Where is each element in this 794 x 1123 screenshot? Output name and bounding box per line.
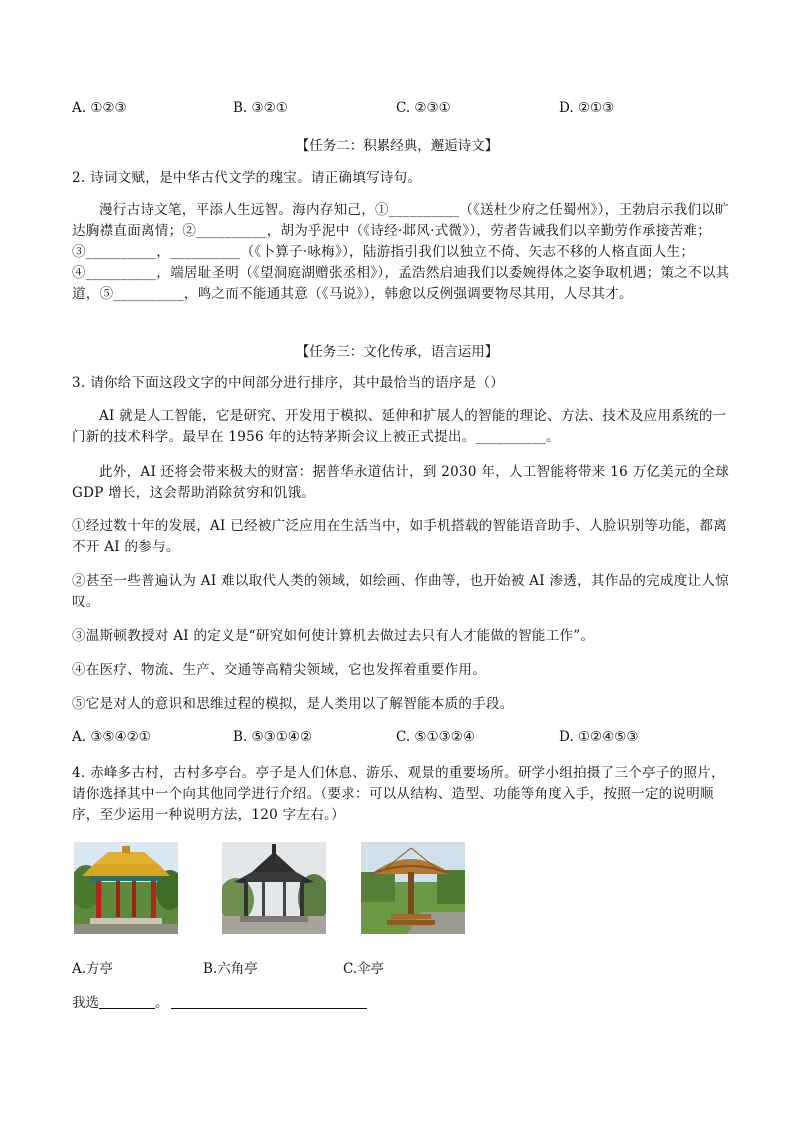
q3-sentence-4: ④在医疗、物流、生产、交通等高精尖领域，它也发挥着重要作用。 [72,662,486,678]
pavilion-choice-blank[interactable] [99,994,155,1009]
task3-heading: 【任务三：文化传承，语言运用】 [295,344,499,360]
q1-option-a[interactable]: A. ①②③ [72,100,127,116]
q3-sentence-3: ③温斯顿教授对 AI 的定义是“研究如何使计算机去做过去只有人才能做的智能工作”。 [72,628,595,644]
q1-option-c[interactable]: C. ②③① [396,100,451,116]
q3-option-d[interactable]: D. ①②④⑤③ [559,729,639,745]
q3-sentence-5: ⑤它是对人的意识和思维过程的模拟，是人类用以了解智能本质的手段。 [72,696,514,712]
umbrella-pavilion-photo [361,842,465,934]
option-b-hexagonal-pavilion-label: B.六角亭 [203,961,258,977]
q4-answer-line [72,991,367,1011]
q3-paragraph-2: 此外，AI 还将会带来极大的财富：据普华永道估计，到 2030 年，人工智能将带来 16 万亿美元的全球 GDP 增长，这会帮助消除贫穷和饥饿。 [72,464,730,501]
task2-heading: 【任务二：积累经典，邂逅诗文】 [295,138,499,154]
q3-sentence-1: ①经过数十年的发展，AI 已经被广泛应用在生活当中，如手机搭载的智能语音助手、人脸识别等功能，都离不开 AI 的参与。 [72,518,728,555]
square-pavilion-photo [74,842,178,934]
introduction-answer-blank[interactable] [171,994,367,1009]
q3-paragraph-1: AI 就是人工智能，它是研究、开发用于模拟、延伸和扩展人的智能的理论、方法、技术及应用系统的一门新的技术科学。最早在 1956 年的达特茅斯会议上被正式提出。__________。 [72,408,727,445]
option-a-square-pavilion-label: A.方亭 [72,961,114,977]
q3-option-b[interactable]: B. ⑤③①④② [233,729,313,745]
q2-stem: 2. 诗词文赋，是中华古代文学的瑰宝。请正确填写诗句。 [72,170,422,186]
q1-options [0,100,794,120]
q4-stem: 4. 赤峰多古村，古村多亭台。亭子是人们休息、游乐、观景的重要场所。研学小组拍摄了三个亭子的照片，请你选择其中一个向其他同学进行介绍。（要求：可以从结构、造型、功能等角度入手，按照一定的说明顺序，至少运用一种说明方法，120 字左右。） [72,765,725,823]
q2-passage: 漫行古诗文笔，平添人生远智。海内存知己，①__________（《送杜少府之任蜀州》），王勃启示我们以旷达胸襟直面离情；②__________，胡为乎泥中（《诗经·邶风·式微》），劳者告诫我们以辛勤劳作承接苦难；③__________，__________（《卜算子·咏梅》），陆游指引我们以独立不倚、矢志不移的人格直面人生；④__________，端居耻圣明（《望洞庭湖赠张丞相》），孟浩然启迪我们以委婉得体之姿争取机遇；策之不以其道，⑤__________，鸣之而不能通其意（《马说》），韩愈以反例强调要物尽其用，人尽其才。 [72,202,730,302]
q3-stem: 3. 请你给下面这段文字的中间部分进行排序，其中最恰当的语序是（） [72,375,505,391]
hexagonal-pavilion-photo [222,842,326,934]
q3-option-c[interactable]: C. ⑤①③②④ [396,729,475,745]
q3-sentence-2: ②甚至一些普遍认为 AI 难以取代人类的领域，如绘画、作曲等，也开始被 AI 渗透，其作品的完成度让人惊叹。 [72,573,729,610]
q1-option-d[interactable]: D. ②①③ [559,100,615,116]
q3-options [0,729,794,749]
option-c-umbrella-pavilion-label: C.伞亭 [343,961,385,977]
q1-option-b[interactable]: B. ③②① [233,100,288,116]
q4-answer-mid: 。 [155,995,169,1011]
q4-answer-prefix: 我选 [72,995,99,1011]
q3-option-a[interactable]: A. ③⑤④②① [72,729,151,745]
